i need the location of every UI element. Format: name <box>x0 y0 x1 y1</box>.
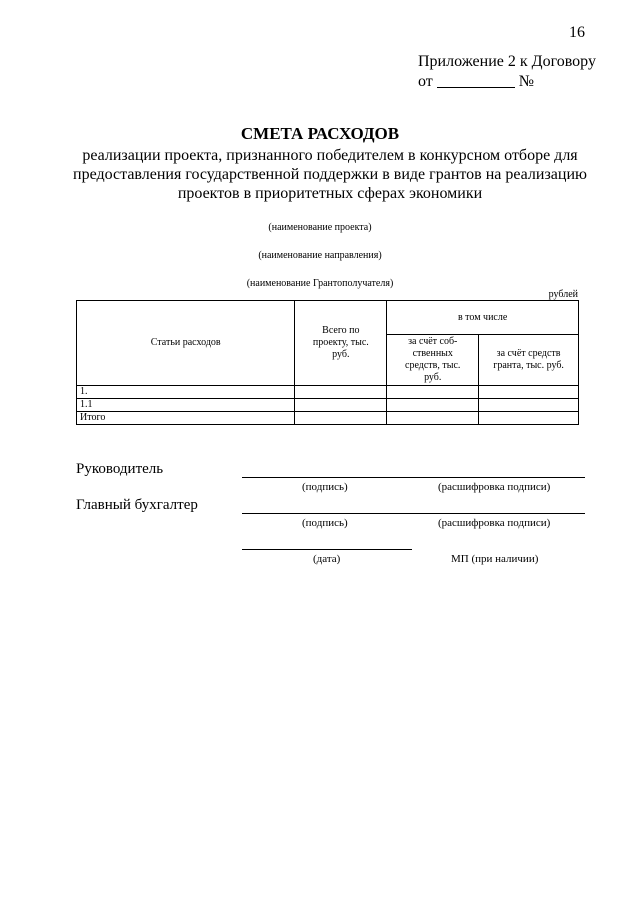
table-row <box>77 386 579 399</box>
contract-date-line <box>418 72 596 92</box>
number-label: № <box>518 73 535 90</box>
row-label: Итого <box>77 412 295 425</box>
document-title: СМЕТА РАСХОДОВ <box>240 124 400 143</box>
units-label: рублей <box>548 289 578 300</box>
appendix-line: Приложение 2 к Договору <box>418 53 596 70</box>
head-label: Руководитель <box>76 461 164 477</box>
accountant-decoding-note: (расшифровка подписи) <box>438 517 551 529</box>
date-blank <box>437 73 515 88</box>
head-decoding-note: (расшифровка подписи) <box>438 481 551 493</box>
table-cell <box>387 412 479 425</box>
row-label: 1. <box>77 386 295 399</box>
appendix-header <box>418 52 596 92</box>
table-row <box>77 412 579 425</box>
document-subtitle: реализации проекта, признанного победителем в конкурсном отборе для предоставления государственной поддержки в виде грантов на реализацию проектов в приоритетных сферах экономики <box>73 147 587 202</box>
project-name-caption: (наименование проекта) <box>268 222 372 233</box>
stamp-note: МП (при наличии) <box>451 553 539 565</box>
recipient-name-caption: (наименование Грантополучателя) <box>246 278 394 289</box>
table-cell <box>295 412 387 425</box>
header-expense-items: Статьи расходов <box>77 301 295 386</box>
table-cell <box>479 386 579 399</box>
head-signature-line <box>242 477 585 478</box>
direction-name-caption: (наименование направления) <box>258 250 382 261</box>
table-row <box>77 399 579 412</box>
table-cell <box>387 386 479 399</box>
table-cell <box>479 412 579 425</box>
header-including: в том числе <box>387 301 579 335</box>
date-line <box>242 549 412 550</box>
accountant-label: Главный бухгалтер <box>76 497 198 513</box>
from-label: от <box>418 73 433 90</box>
table-cell <box>479 399 579 412</box>
head-signature-note: (подпись) <box>302 481 348 493</box>
header-own-funds: за счёт соб-ственных средств, тыс. руб. <box>387 335 479 386</box>
page-number: 16 <box>569 24 585 41</box>
row-label: 1.1 <box>77 399 295 412</box>
budget-table <box>76 300 579 425</box>
date-note: (дата) <box>313 553 341 565</box>
header-grant-funds: за счёт средств гранта, тыс. руб. <box>479 335 579 386</box>
header-total: Всего по проекту, тыс. руб. <box>295 301 387 386</box>
table-cell <box>295 386 387 399</box>
accountant-signature-line <box>242 513 585 514</box>
table-cell <box>387 399 479 412</box>
table-cell <box>295 399 387 412</box>
accountant-signature-note: (подпись) <box>302 517 348 529</box>
